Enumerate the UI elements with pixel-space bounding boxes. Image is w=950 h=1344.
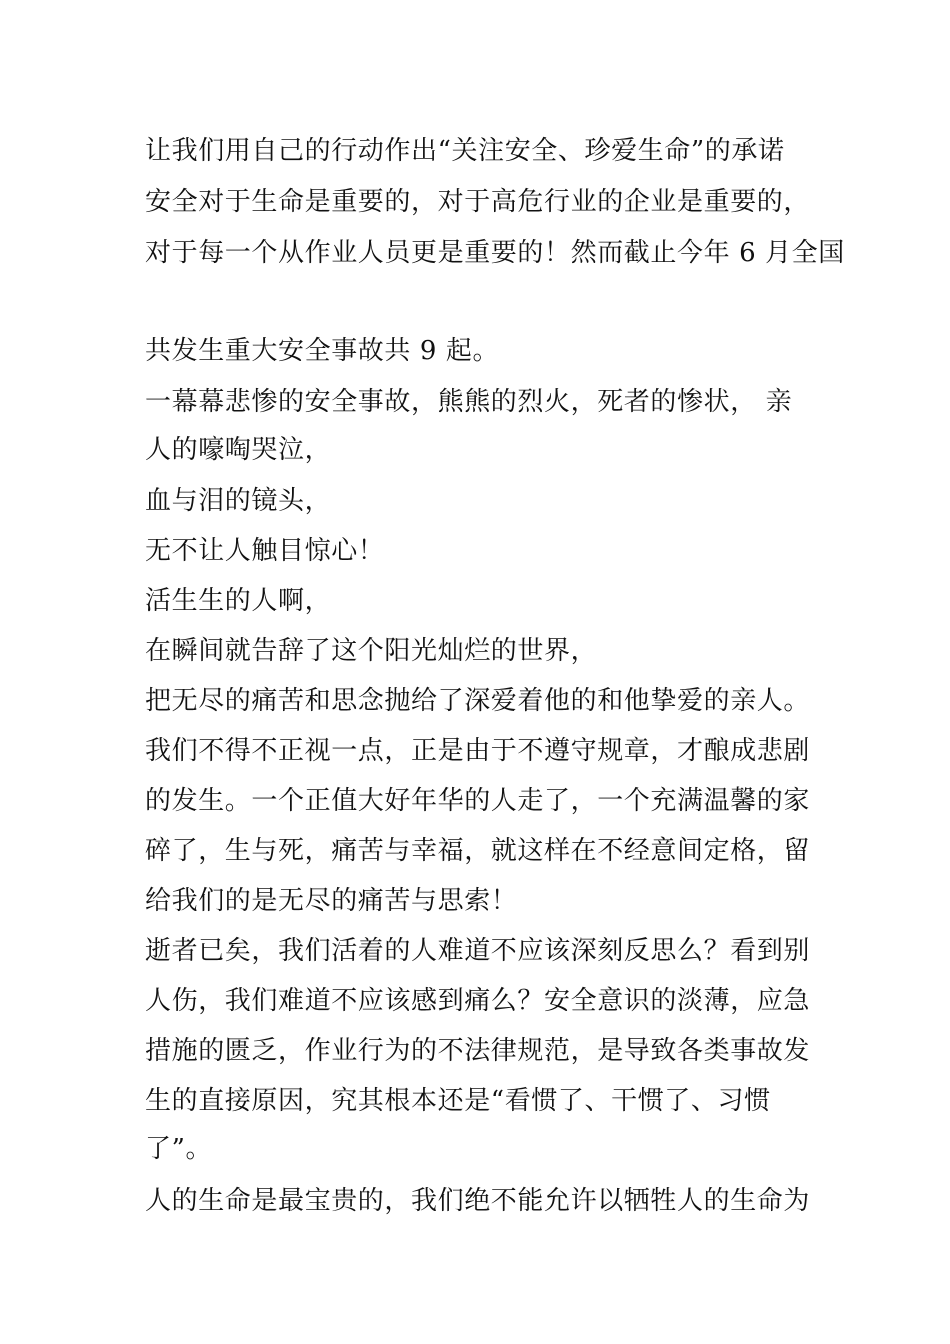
text-line-8: 无不让人触目惊心！ [145,536,385,566]
text-line-9: 活生生的人啊， [145,586,332,616]
text-line-3: 对于每一个从作业人员更是重要的！然而截止今年 6 月全国 [145,238,845,268]
text-line-13: 的发生。一个正值大好年华的人走了，一个充满温馨的家 [145,786,811,816]
text-line-19: 生的直接原因，究其根本还是“看惯了、干惯了、习惯 [145,1086,771,1116]
text-line-10: 在瞬间就告辞了这个阳光灿烂的世界， [145,636,598,666]
text-line-6: 人的嚎啕哭泣， [145,435,332,465]
text-line-20: 了”。 [145,1134,213,1164]
text-line-4: 共发生重大安全事故共 9 起。 [145,336,500,366]
text-line-18: 措施的匮乏，作业行为的不法律规范，是导致各类事故发 [145,1036,811,1066]
text-line-2: 安全对于生命是重要的，对于高危行业的企业是重要的， [145,187,811,217]
text-line-12: 我们不得不正视一点，正是由于不遵守规章，才酿成悲剧 [145,736,811,766]
text-line-17: 人伤，我们难道不应该感到痛么？安全意识的淡薄，应急 [145,986,811,1016]
text-line-1: 让我们用自己的行动作出“关注安全、珍爱生命”的承诺 [145,136,785,166]
text-line-21: 人的生命是最宝贵的，我们绝不能允许以牺牲人的生命为 [145,1186,811,1216]
text-line-14: 碎了，生与死，痛苦与幸福，就这样在不经意间定格，留 [145,836,811,866]
text-line-11: 把无尽的痛苦和思念抛给了深爱着他的和他挚爱的亲人。 [145,686,811,716]
text-line-15: 给我们的是无尽的痛苦与思索！ [145,886,518,916]
text-line-16: 逝者已矣，我们活着的人难道不应该深刻反思么？看到别 [145,936,811,966]
text-line-5: 一幕幕悲惨的安全事故，熊熊的烈火，死者的惨状， 亲 [145,387,793,417]
text-line-7: 血与泪的镜头， [145,486,332,516]
